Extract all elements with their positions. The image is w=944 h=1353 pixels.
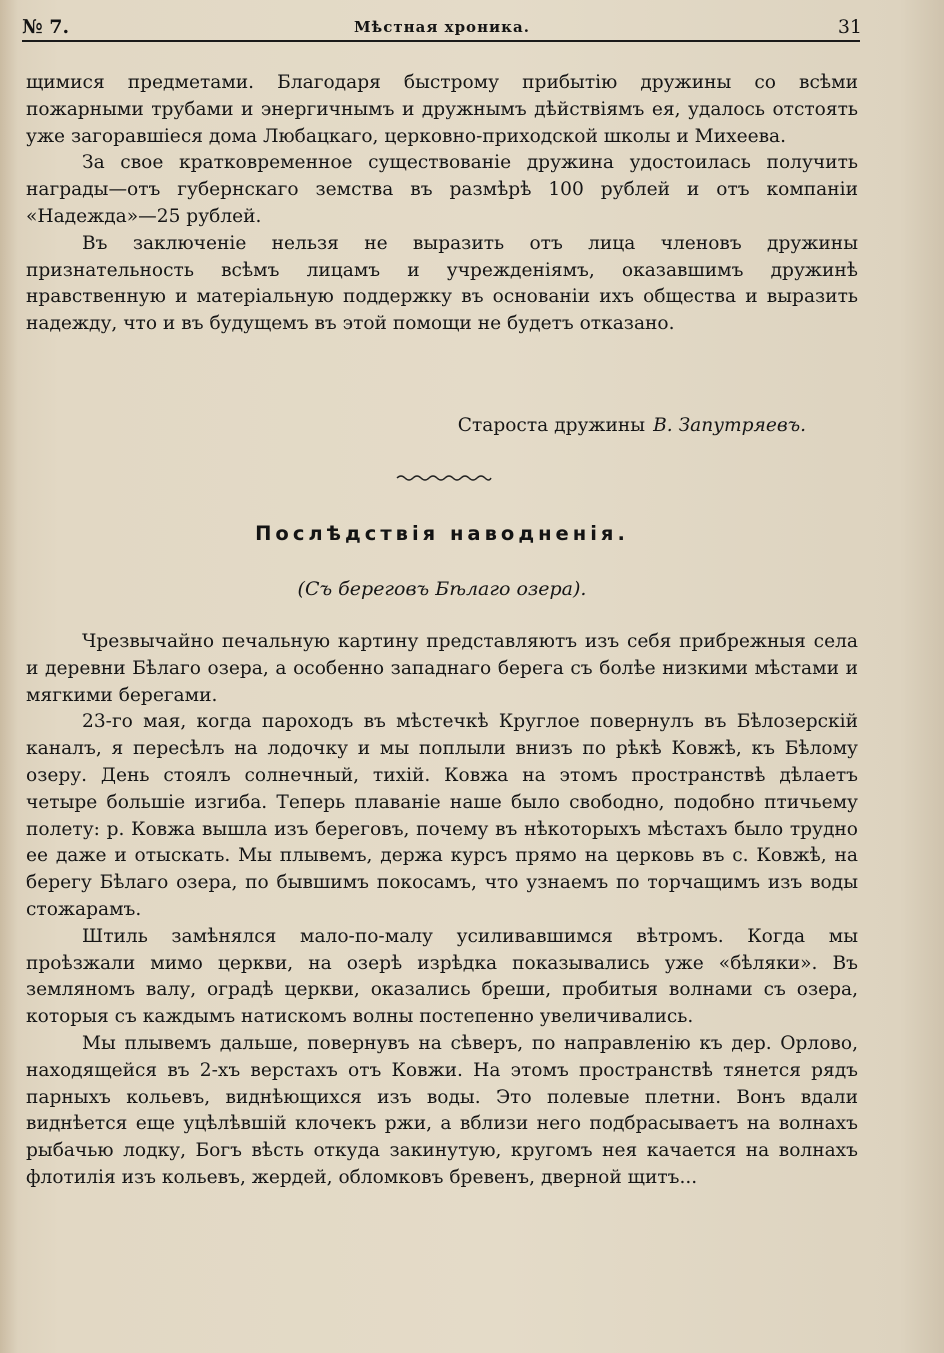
article-2-title: Послѣдствія наводненія. xyxy=(255,522,629,545)
wavy-divider xyxy=(395,470,493,486)
page-number: 31 xyxy=(837,16,862,38)
paragraph: Въ заключеніе нельзя не выразить отъ лица членовъ дружины признательность всѣмъ лицамъ и учрежденіямъ, оказавшимъ дружинѣ нравственную и матеріальную поддержку въ основаніи ихъ общества и выразить надежду, что и въ будущемъ въ этой помощи не будетъ отказано. xyxy=(26,232,858,335)
article-1-body xyxy=(26,70,858,338)
issue-number: № 7. xyxy=(22,16,70,38)
signature xyxy=(26,415,806,436)
signature-role: Староста дружины xyxy=(457,415,646,436)
page-header xyxy=(22,14,862,40)
paragraph: Чрезвычайно печальную картину представляютъ изъ себя прибрежныя села и деревни Бѣлаго озера, а особенно западнаго берега съ болѣе низкими мѣстами и мягкими берегами. xyxy=(26,631,858,706)
paragraph: Мы плывемъ дальше, повернувъ на сѣверъ, по направленію къ дер. Орлово, находящейся въ 2-хъ верстахъ отъ Ковжи. На этомъ пространствѣ тянется рядъ парныхъ кольевъ, виднѣющихся изъ воды. Это полевые плетни. Вонъ вдали виднѣется еще уцѣлѣвшій клочекъ ржи, а вблизи него подбрасываетъ на волнахъ рыбачью лодку, Богъ вѣсть откуда закинутую, кругомъ нея качается на волнахъ флотилія изъ кольевъ, жердей, обломковъ бревенъ, дверной щитъ... xyxy=(26,1032,858,1188)
paragraph: щимися предметами. Благодаря быстрому прибытію дружины со всѣми пожарными трубами и энергичнымъ и дружнымъ дѣйствіямъ ея, удалось отстоять уже загоравшіеся дома Любацкаго, церковно-приходской школы и Михеева. xyxy=(26,72,858,147)
article-2-body xyxy=(26,629,858,1192)
running-title: Мѣстная хроника. xyxy=(354,18,530,36)
signature-name: В. Запутряевъ. xyxy=(653,415,806,436)
header-rule xyxy=(22,40,860,42)
article-2-subtitle: (Съ береговъ Бѣлаго озера). xyxy=(297,578,587,600)
paragraph: 23-го мая, когда пароходъ въ мѣстечкѣ Круглое повернулъ въ Бѣлозерскій каналъ, я пересѣлъ на лодочку и мы поплыли внизъ по рѣкѣ Ковжѣ, къ Бѣлому озеру. День стоялъ солнечный, тихій. Ковжа на этомъ пространствѣ дѣлаетъ четыре большіе изгиба. Теперь плаваніе наше было свободно, подобно птичьему полету: р. Ковжа вышла изъ береговъ, почему въ нѣкоторыхъ мѣстахъ было трудно ее даже и отыскать. Мы плывемъ, держа курсъ прямо на церковь въ с. Ковжѣ, на берегу Бѣлаго озера, по бывшимъ покосамъ, что узнаемъ по торчащимъ изъ воды стожарамъ. xyxy=(26,711,858,920)
paragraph: Штиль замѣнялся мало-по-малу усиливавшимся вѣтромъ. Когда мы проѣзжали мимо церкви, на озерѣ изрѣдка показывались уже «бѣляки». Въ земляномъ валу, оградѣ церкви, оказались бреши, пробитыя волнами съ озера, которыя съ каждымъ натискомъ волны постепенно увеличивались. xyxy=(26,925,858,1028)
paragraph: За свое кратковременное существованіе дружина удостоилась получить награды—отъ губернскаго земства въ размѣрѣ 100 рублей и отъ компаніи «Надежда»—25 рублей. xyxy=(26,152,858,227)
